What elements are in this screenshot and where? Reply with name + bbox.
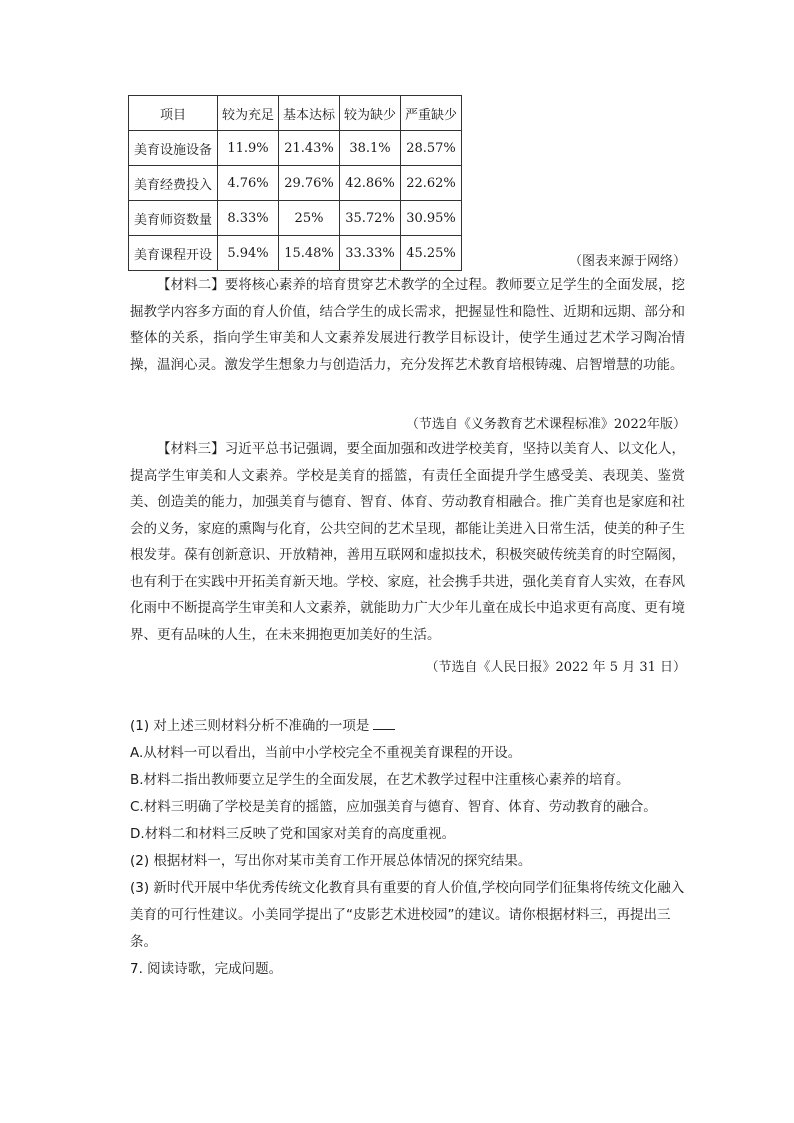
- table-row: [129, 166, 462, 201]
- table-cell: 21.43%: [279, 131, 340, 166]
- table-cell: 5.94%: [218, 236, 279, 271]
- table-row-label: 美育经费投入: [129, 166, 218, 201]
- table-cell: 4.76%: [218, 166, 279, 201]
- questions-block: [130, 713, 690, 983]
- table-header-cell: 项目: [129, 96, 218, 131]
- table-row: [129, 236, 462, 271]
- table-row: [129, 201, 462, 236]
- answer-blank: [373, 715, 395, 730]
- material-two-paragraph: [130, 272, 685, 378]
- table-header-cell: 较为充足: [218, 96, 279, 131]
- table-cell: 45.25%: [401, 236, 462, 271]
- table-cell: 22.62%: [401, 166, 462, 201]
- table-cell: 42.86%: [340, 166, 401, 201]
- table-cell: 30.95%: [401, 201, 462, 236]
- table-cell: 11.9%: [218, 131, 279, 166]
- question-1: [130, 713, 690, 740]
- table-source-note: （图表来源于网络）: [568, 254, 686, 269]
- question-3: (3) 新时代开展中华优秀传统文化教育具有重要的育人价值,学校向同学们征集将传统文化融入美育的可行性建议。小美同学提出了“皮影艺术进校园”的建议。请你根据材料三，再提出三条。: [130, 880, 685, 950]
- material-three-source: （节选自《人民日报》2022 年 5 月 31 日）: [425, 660, 686, 675]
- table-header-cell: 严重缺少: [401, 96, 462, 131]
- option-a: A.从材料一可以看出，当前中小学校完全不重视美育课程的开设。: [130, 745, 522, 761]
- survey-table: [128, 95, 462, 271]
- table-cell: 38.1%: [340, 131, 401, 166]
- table-row-label: 美育师资数量: [129, 201, 218, 236]
- table-cell: 35.72%: [340, 201, 401, 236]
- table-header-row: [129, 96, 462, 131]
- table-cell: 8.33%: [218, 201, 279, 236]
- material-three-paragraph: [130, 436, 685, 648]
- table-row: [129, 131, 462, 166]
- question-1-text: (1) 对上述三则材料分析不准确的一项是: [130, 718, 370, 734]
- material-two-text: 【材料二】要将核心素养的培育贯穿艺术教学的全过程。教师要立足学生的全面发展，挖掘教学内容多方面的育人价值，结合学生的成长需求，把握显性和隐性、近期和远期、部分和整体的关系，指向学生审美和人文素养发展进行教学目标设计，使学生通过艺术学习陶冶情操，温润心灵。激发学生想象力与创造活力，充分发挥艺术教育培根铸魂、启智增慧的功能。: [130, 277, 685, 373]
- question-2: (2) 根据材料一，写出你对某市美育工作开展总体情况的探究结果。: [130, 853, 532, 869]
- table-row-label: 美育设施设备: [129, 131, 218, 166]
- table-row-label: 美育课程开设: [129, 236, 218, 271]
- option-c: C.材料三明确了学校是美育的摇篮，应加强美育与德育、智育、体育、劳动教育的融合。: [130, 799, 657, 815]
- table-header-cell: 较为缺少: [340, 96, 401, 131]
- option-d: D.材料二和材料三反映了党和国家对美育的高度重视。: [130, 826, 456, 842]
- material-three-text: 【材料三】习近平总书记强调，要全面加强和改进学校美育，坚持以美育人、以文化人，提高学生审美和人文素养。学校是美育的摇篮，有责任全面提升学生感受美、表现美、鉴赏美、创造美的能力，加强美育与德育、智育、体育、劳动教育相融合。推广美育也是家庭和社会的义务，家庭的熏陶与化育，公共空间的艺术呈现，都能让美进入日常生活，使美的种子生根发芽。葆有创新意识、开放精神，善用互联网和虚拟技术，积极突破传统美育的时空隔阂，也有利于在实践中开拓美育新天地。学校、家庭，社会携手共进，强化美育育人实效，在春风化雨中不断提高学生审美和人文素养，就能助力广大少年儿童在成长中追求更有高度、更有境界、更有品味的人生，在未来拥抱更加美好的生活。: [130, 441, 685, 643]
- table-cell: 28.57%: [401, 131, 462, 166]
- table-cell: 29.76%: [279, 166, 340, 201]
- option-b: B.材料二指出教师要立足学生的全面发展，在艺术教学过程中注重核心素养的培育。: [130, 772, 630, 788]
- table-cell: 25%: [279, 201, 340, 236]
- question-7: 7. 阅读诗歌，完成问题。: [130, 961, 283, 977]
- table-cell: 15.48%: [279, 236, 340, 271]
- material-two-source: （节选自《义务教育艺术课程标准》2022年版）: [405, 417, 686, 432]
- table-cell: 33.33%: [340, 236, 401, 271]
- table-header-cell: 基本达标: [279, 96, 340, 131]
